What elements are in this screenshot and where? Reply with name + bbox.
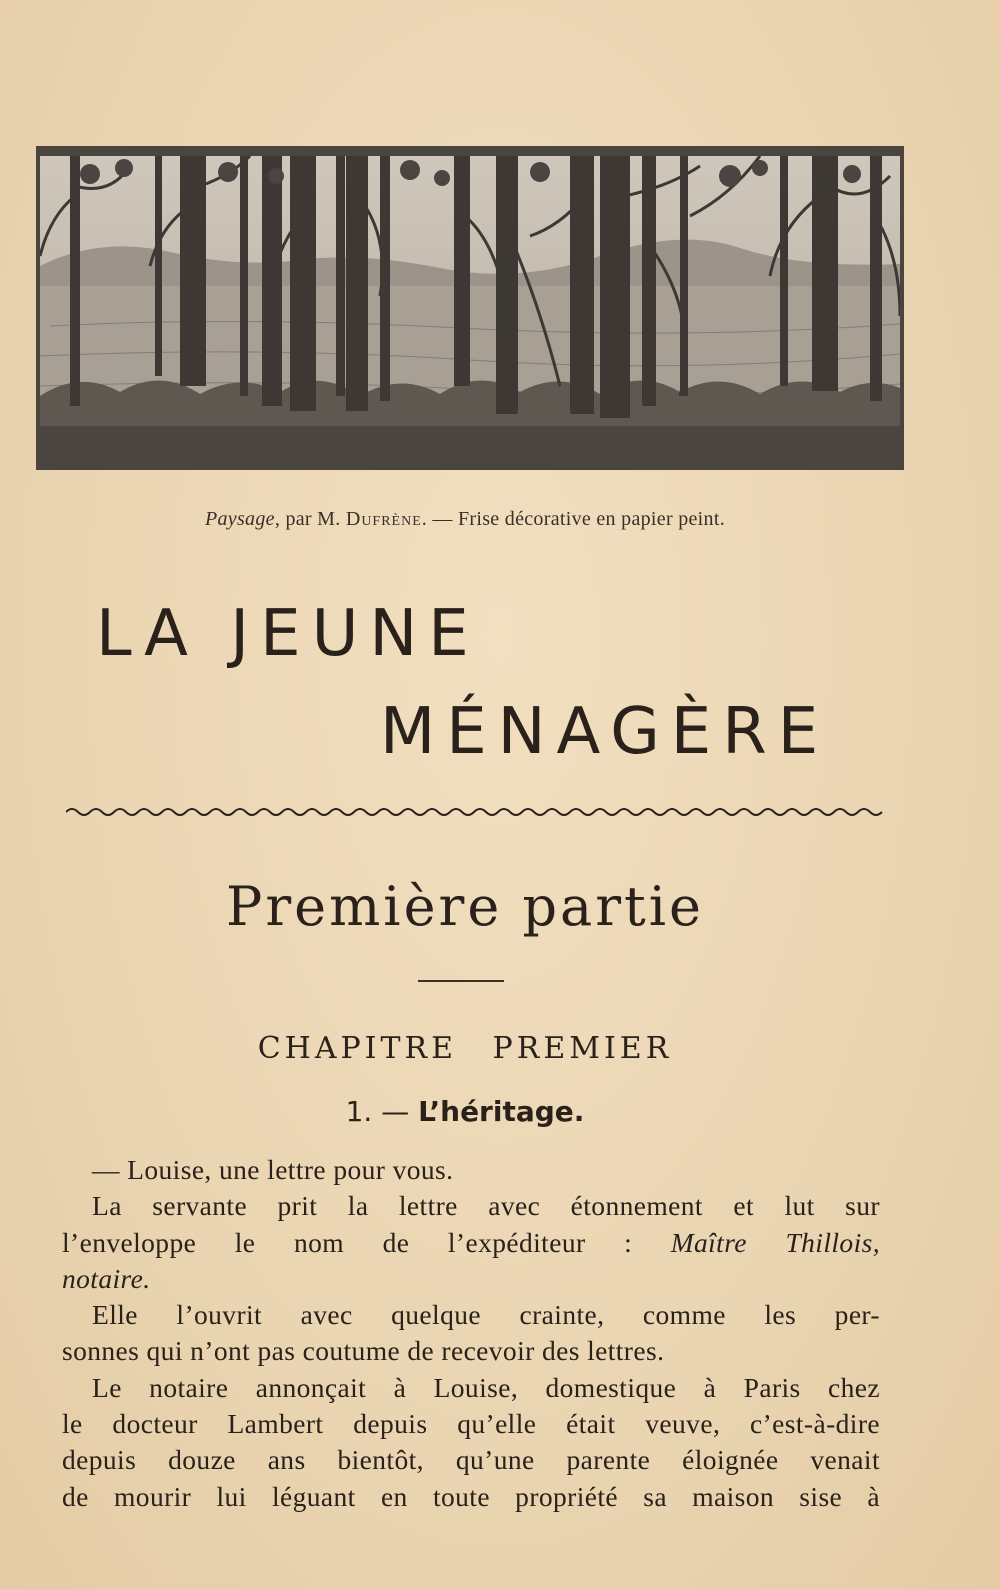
caption-rest: . — Frise décorative en papier peint. [421,508,725,530]
book-title-line-1: LA JEUNE [96,597,480,671]
text-line: Elle l’ouvrit avec quelque crainte, comme les per- [92,1299,880,1331]
text-line: Le notaire annonçait à Louise, domestique à Paris chez [92,1371,880,1403]
wavy-divider-ornament [66,804,884,826]
section-number: 1. — [345,1095,419,1128]
text-line: La servante prit la lettre avec étonnement et lut sur [92,1190,880,1222]
text-line: depuis douze ans bientôt, qu’une parente éloignée venait [62,1444,880,1476]
part-heading: Première partie [226,875,704,938]
text-line: sonnes qui n’ont pas coutume de recevoir des lettres. [62,1335,665,1367]
book-title-line-2: MÉNAGÈRE [380,695,830,769]
notary-title: notaire. [62,1262,151,1294]
text-line: le docteur Lambert depuis qu’elle était veuve, c’est-à-dire [62,1408,880,1440]
short-rule-divider [418,980,504,982]
text-segment: l’enveloppe le nom de l’expéditeur : [62,1226,671,1258]
chapter-heading: CHAPITRE PREMIER [257,1031,673,1066]
illustration-caption [0,508,930,531]
text-line: de mourir lui léguant en toute propriété sa maison sise à [62,1480,880,1512]
caption-author: Dufrène [345,508,422,530]
caption-title: Paysage [204,508,275,530]
section-heading [0,1095,930,1128]
section-title: L’héritage. [418,1095,585,1128]
text-line: — Louise, une lettre pour vous. [92,1154,454,1185]
notary-name: Maître Thillois, [670,1226,880,1258]
body-text [62,1152,880,1515]
text-line [62,1225,880,1261]
caption-by: , par M. [274,508,346,530]
landscape-frieze-illustration [36,146,904,470]
forest-frieze-image [40,156,900,448]
text-line [62,1261,880,1297]
